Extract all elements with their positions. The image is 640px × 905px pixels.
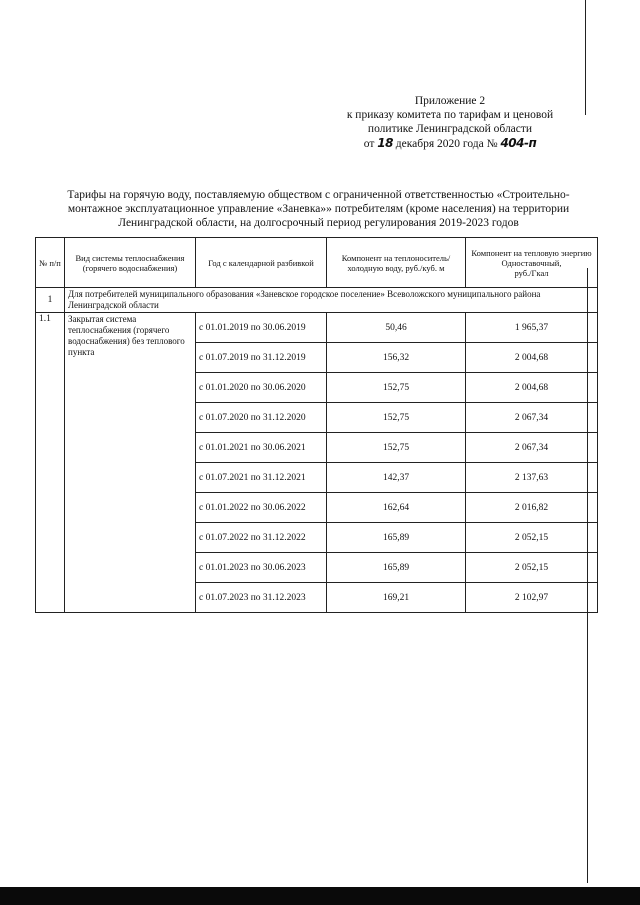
energy-cell: 2 052,15 (466, 553, 598, 583)
title-line-2: монтажное эксплуатационное управление «Заневка»» потребителям (кроме населения) на территории (67, 203, 570, 215)
section-text: Для потребителей муниципального образования «Заневское городское поселение» Всеволожского муниципального района Ленинградской области (65, 288, 598, 313)
carrier-cell: 169,21 (327, 583, 466, 613)
appendix-line-3: политике Ленинградской области (367, 123, 533, 135)
title-line-3: Ленинградской области, на долгосрочный период регулирования 2019-2023 годов (118, 217, 519, 229)
energy-cell: 2 067,34 (466, 403, 598, 433)
document-title (36, 188, 601, 230)
carrier-cell: 152,75 (327, 433, 466, 463)
date-day: 18 (377, 136, 393, 150)
tariffs-table (35, 237, 598, 613)
header-energy (466, 238, 598, 288)
appendix-line-1: Приложение 2 (414, 95, 486, 107)
period-cell: с 01.07.2023 по 31.12.2023 (196, 583, 327, 613)
carrier-cell: 156,32 (327, 343, 466, 373)
section-num: 1 (36, 288, 65, 313)
energy-cell: 2 004,68 (466, 343, 598, 373)
carrier-cell: 165,89 (327, 523, 466, 553)
section-row (36, 288, 598, 313)
period-cell: с 01.01.2021 по 30.06.2021 (196, 433, 327, 463)
date-middle: декабря 2020 года № (395, 138, 498, 150)
period-cell: с 01.01.2019 по 30.06.2019 (196, 313, 327, 343)
period-cell: с 01.07.2019 по 31.12.2019 (196, 343, 327, 373)
header-energy-line-1: Компонент на тепловую энергию (471, 247, 592, 258)
carrier-cell: 162,64 (327, 493, 466, 523)
energy-cell: 2 004,68 (466, 373, 598, 403)
period-cell: с 01.07.2021 по 31.12.2021 (196, 463, 327, 493)
header-system: Вид системы теплоснабжения (горячего водоснабжения) (65, 238, 196, 288)
scan-bottom-bar (0, 887, 640, 905)
period-cell: с 01.01.2023 по 30.06.2023 (196, 553, 327, 583)
energy-cell: 2 052,15 (466, 523, 598, 553)
energy-cell: 2 137,63 (466, 463, 598, 493)
energy-cell: 1 965,37 (466, 313, 598, 343)
header-period: Год с календарной разбивкой (196, 238, 327, 288)
group-num: 1.1 (36, 313, 65, 613)
carrier-cell: 165,89 (327, 553, 466, 583)
appendix-header (300, 94, 600, 151)
group-system: Закрытая система теплоснабжения (горячего водоснабжения) без теплового пункта (65, 313, 196, 613)
date-prefix: от (363, 138, 375, 150)
carrier-cell: 142,37 (327, 463, 466, 493)
energy-cell: 2 067,34 (466, 433, 598, 463)
period-cell: с 01.01.2020 по 30.06.2020 (196, 373, 327, 403)
period-cell: с 01.07.2022 по 31.12.2022 (196, 523, 327, 553)
appendix-date-line (300, 136, 600, 151)
table-header-row (36, 238, 598, 288)
order-number: 404-п (500, 136, 537, 150)
header-energy-line-3: руб./Гкал (514, 267, 549, 278)
period-cell: с 01.01.2022 по 30.06.2022 (196, 493, 327, 523)
carrier-cell: 152,75 (327, 373, 466, 403)
title-line-1: Тарифы на горячую воду, поставляемую обществом с ограниченной ответственностью «Строительно- (67, 189, 570, 201)
carrier-cell: 50,46 (327, 313, 466, 343)
table-row (36, 313, 598, 343)
energy-cell: 2 016,82 (466, 493, 598, 523)
carrier-cell: 152,75 (327, 403, 466, 433)
energy-cell: 2 102,97 (466, 583, 598, 613)
appendix-line-2: к приказу комитета по тарифам и ценовой (346, 109, 554, 121)
header-num: № п/п (36, 238, 65, 288)
header-energy-line-2: Одноставочный, (501, 257, 562, 268)
header-carrier: Компонент на теплоноситель/холодную воду, руб./куб. м (327, 238, 466, 288)
period-cell: с 01.07.2020 по 31.12.2020 (196, 403, 327, 433)
